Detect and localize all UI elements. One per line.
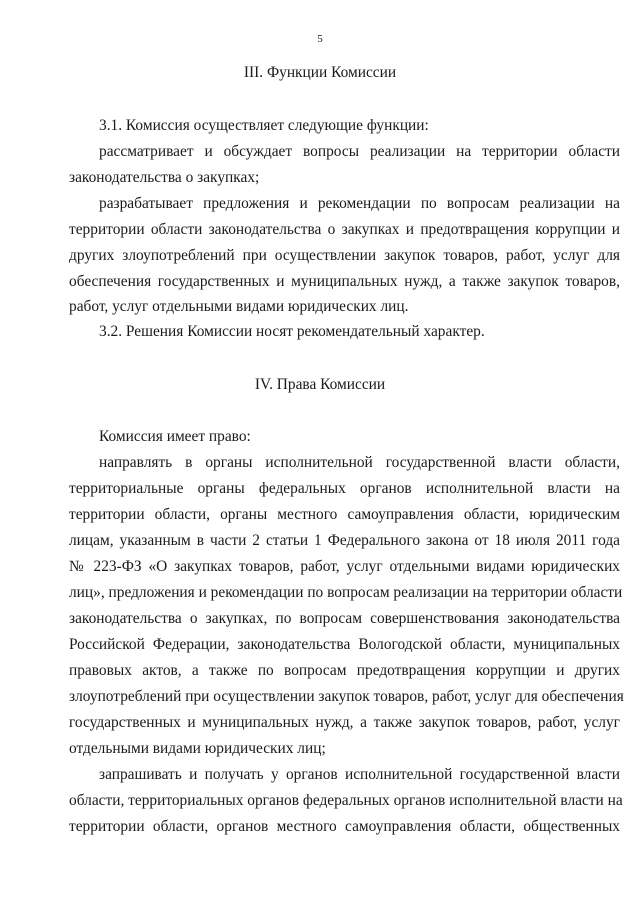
paragraph-line: территории области законодательства о закупках и предотвращения коррупции и (69, 221, 620, 238)
paragraph-line: рассматривает и обсуждает вопросы реализации на территории области (99, 143, 620, 160)
paragraph-line: законодательства о закупках, по вопросам совершенствования законодательства (69, 610, 620, 627)
paragraph-line: обеспечения государственных и муниципальных нужд, а также закупок товаров, (69, 273, 620, 290)
paragraph-3-1: 3.1. Комиссия осуществляет следующие функции: (99, 117, 429, 134)
section-heading-functions: III. Функции Комиссии (243, 64, 397, 81)
section-heading-rights: IV. Права Комиссии (254, 376, 386, 393)
paragraph-3-2: 3.2. Решения Комиссии носят рекомендательный характер. (99, 323, 485, 340)
paragraph-line: правовых актов, а также по вопросам предотвращения коррупции и других (69, 662, 620, 679)
paragraph-line: лиц», предложения и рекомендации по вопросам реализации на территории области (69, 584, 623, 601)
paragraph-line: лицам, указанным в части 2 статьи 1 Федерального закона от 18 июля 2011 года (69, 532, 620, 549)
paragraph-line: территории области, органов местного самоуправления области, общественных (69, 818, 620, 835)
paragraph-line: территориальные органы федеральных органов исполнительной власти на (69, 480, 620, 497)
paragraph-line: разрабатывает предложения и рекомендации по вопросам реализации на (99, 195, 620, 212)
paragraph-line: других злоупотреблений при осуществлении закупок товаров, работ, услуг для (69, 247, 620, 264)
paragraph-line: запрашивать и получать у органов исполнительной государственной власти (99, 766, 620, 783)
paragraph-line: области, территориальных органов федеральных органов исполнительной власти на (69, 792, 623, 809)
paragraph-line: отдельными видами юридических лиц; (69, 740, 326, 757)
paragraph-line: Российской Федерации, законодательства Вологодской области, муниципальных (69, 636, 620, 653)
paragraph-line: злоупотреблений при осуществлении закупок товаров, работ, услуг для обеспечения (69, 688, 624, 705)
paragraph-line: направлять в органы исполнительной государственной власти области, (99, 454, 620, 471)
paragraph-rights-intro: Комиссия имеет право: (99, 428, 251, 445)
paragraph-line: № 223-ФЗ «О закупках товаров, работ, услуг отдельными видами юридических (69, 558, 620, 575)
paragraph-line: государственных и муниципальных нужд, а также закупок товаров, работ, услуг (69, 714, 620, 731)
paragraph-line: законодательства о закупках; (69, 169, 260, 186)
paragraph-line: территории области, органы местного самоуправления области, юридическим (69, 506, 620, 523)
paragraph-line: работ, услуг отдельными видами юридических лиц. (69, 298, 409, 315)
page-number: 5 (317, 33, 323, 45)
